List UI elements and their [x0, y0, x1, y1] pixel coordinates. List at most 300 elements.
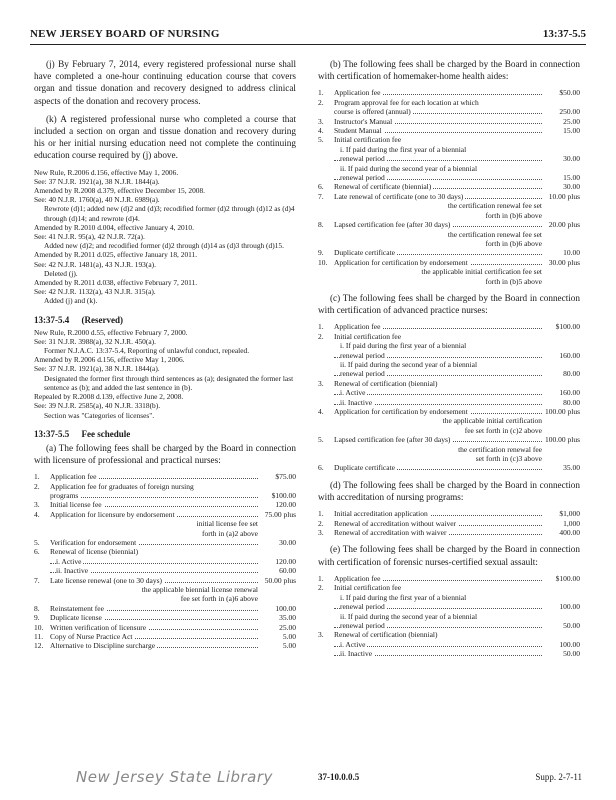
- fee-amount: $1,000: [559, 509, 580, 519]
- fee-number: 3.: [318, 528, 324, 538]
- fee-label: ii. Inactive: [340, 397, 373, 407]
- fee-number: 9.: [318, 248, 324, 258]
- fee-amount: 100.00: [559, 639, 580, 649]
- fee-number: 2.: [34, 481, 40, 491]
- fee-label-wrap: [334, 369, 542, 378]
- fee-row: [318, 630, 580, 639]
- fee-continuation: the applicable initial certification fee set: [421, 267, 542, 277]
- fee-label-wrap: [50, 547, 258, 556]
- fee-row: [34, 491, 296, 500]
- fee-label: renewal period: [340, 350, 385, 360]
- fee-label-wrap: [334, 398, 542, 407]
- fee-amount: 50.00 plus: [264, 575, 296, 585]
- fee-label: Renewal of certification (biennial): [334, 630, 438, 640]
- fee-number: [318, 341, 334, 350]
- history-line: See: 31 N.J.R. 3988(a), 32 N.J.R. 450(a).: [34, 336, 156, 346]
- fee-label: Application fee: [334, 573, 381, 583]
- fee-amount: 160.00: [559, 350, 580, 360]
- fee-label: ii. Inactive: [340, 649, 373, 659]
- fee-row: [34, 538, 296, 547]
- fee-label-wrap: [334, 164, 542, 173]
- fee-number: 5.: [318, 435, 324, 445]
- fee-number: [318, 164, 334, 173]
- fee-number: [318, 621, 334, 630]
- fee-label: renewal period: [340, 173, 385, 183]
- section-heading-5-5: [34, 429, 296, 439]
- fee-label: Initial certification fee: [334, 583, 402, 593]
- history-line: Rewrote (d)1; added new (d)2 and (d)3; recodified former (d)2 through (d)12 as (d)4 through (d)14; and rewrote (d)4.: [44, 204, 295, 223]
- fee-number: 6.: [318, 182, 324, 192]
- fee-label: Renewal of certificate (biennial): [334, 182, 432, 192]
- fee-amount: 10.00 plus: [548, 191, 580, 201]
- fee-row: [318, 154, 580, 163]
- fee-label-wrap: [334, 117, 542, 126]
- fee-row: [318, 407, 580, 416]
- fee-amount: 30.00 plus: [548, 257, 580, 267]
- history-line: Amended by R.2011 d.038, effective February 7, 2011.: [34, 278, 198, 288]
- fee-number: [34, 491, 50, 500]
- left-column: [34, 58, 296, 657]
- fee-amount: 75.00 plus: [264, 509, 296, 519]
- fee-label-wrap: [50, 632, 258, 641]
- paragraph-a: (a) The following fees shall be charged by the Board in connection with licensure of professional and practical nurses:: [34, 442, 296, 465]
- fee-continuation: forth in (b)6 above: [485, 210, 542, 220]
- fee-label-wrap: [334, 258, 542, 267]
- fee-label: Renewal of accreditation without waiver: [334, 518, 457, 528]
- fee-label-wrap: [334, 220, 542, 229]
- fee-number: [318, 388, 334, 397]
- fee-label-wrap: [50, 538, 258, 547]
- fee-row: [318, 88, 580, 97]
- fee-list-b: [318, 88, 580, 286]
- fee-label-wrap: [334, 640, 542, 649]
- fee-row: [318, 519, 580, 528]
- fee-label: Application for certification by endorsement: [334, 257, 468, 267]
- fee-label-wrap: [334, 388, 542, 397]
- fee-number: [318, 107, 334, 116]
- history-line: Section was "Categories of licenses".: [44, 410, 155, 420]
- page-number: 37-10.0.0.5: [318, 772, 360, 782]
- fee-label-wrap: [50, 491, 258, 500]
- fee-amount: [542, 164, 580, 173]
- fee-amount: 5.00: [282, 632, 296, 642]
- fee-row: [318, 258, 580, 267]
- fee-label: Written verification of licensure: [50, 622, 147, 632]
- fee-label-wrap: [50, 566, 258, 575]
- fee-row: [318, 98, 580, 107]
- fee-label: Late license renewal (one to 30 days): [50, 575, 163, 585]
- fee-continuation: the applicable initial certification: [442, 416, 542, 426]
- fee-label: Duplicate certificate: [334, 463, 396, 473]
- fee-amount: 15.00: [563, 173, 580, 183]
- dot-leader: [50, 497, 258, 498]
- history-line: Repealed by R.2008 d.139, effective June 2, 2008.: [34, 392, 184, 402]
- fee-number: 5.: [318, 135, 324, 145]
- fee-amount: 100.00 plus: [544, 435, 580, 445]
- fee-amount: $75.00: [275, 472, 296, 482]
- fee-number: [318, 154, 334, 163]
- fee-number: [318, 612, 334, 621]
- fee-label-wrap: [334, 192, 542, 201]
- fee-continuation: forth in (a)2 above: [201, 528, 258, 538]
- fee-number: 4.: [318, 126, 324, 136]
- fee-label-wrap: [334, 621, 542, 630]
- fee-amount: [258, 547, 296, 556]
- fee-label-wrap: [334, 182, 542, 191]
- fee-amount: [542, 593, 580, 602]
- fee-number: 2.: [318, 583, 324, 593]
- fee-number: 3.: [34, 500, 40, 510]
- history-line: See: 42 N.J.R. 1132(a), 43 N.J.R. 315(a).: [34, 287, 156, 297]
- history-line: See: 39 N.J.R. 2585(a), 40 N.J.R. 3318(b).: [34, 401, 161, 411]
- history-line: See: 40 N.J.R. 1760(a), 40 N.J.R. 6989(a).: [34, 195, 160, 205]
- fee-number: [318, 398, 334, 407]
- fee-list-e: [318, 574, 580, 659]
- fee-row: [318, 398, 580, 407]
- fee-row: [318, 145, 580, 154]
- fee-row: [318, 248, 580, 257]
- fee-label: i. If paid during the first year of a biennial: [340, 144, 467, 154]
- fee-number: 1.: [318, 322, 324, 332]
- history-line: Designated the former first through third sentences as (a); designated the former last sentence as (b); and added the last sentence in (b).: [44, 373, 294, 392]
- history-notes-5-4: [34, 328, 296, 420]
- fee-amount: 160.00: [559, 388, 580, 398]
- fee-label: renewal period: [340, 620, 385, 630]
- history-line: New Rule, R.2000 d.55, effective February 7, 2000.: [34, 327, 188, 337]
- fee-row: [34, 510, 296, 519]
- fee-amount: [542, 341, 580, 350]
- fee-number: 1.: [318, 88, 324, 98]
- fee-amount: 80.00: [563, 369, 580, 379]
- fee-row: [318, 435, 580, 444]
- fee-row: [34, 576, 296, 585]
- fee-label: Application fee for graduates of foreign nursing: [50, 481, 194, 491]
- header-section: 13:37-5.5: [542, 28, 586, 40]
- fee-label: i. Active: [340, 388, 366, 398]
- fee-amount: 30.00: [563, 154, 580, 164]
- fee-amount: 1,000: [563, 518, 580, 528]
- fee-number: 2.: [318, 97, 324, 107]
- fee-amount: [542, 630, 580, 639]
- fee-amount: $50.00: [559, 88, 580, 98]
- fee-row: [318, 322, 580, 331]
- fee-amount: 30.00: [279, 537, 296, 547]
- fee-label: Initial license fee: [50, 500, 102, 510]
- fee-row: [318, 379, 580, 388]
- fee-number: 3.: [318, 378, 324, 388]
- fee-label-wrap: [334, 379, 542, 388]
- fee-number: 1.: [318, 573, 324, 583]
- fee-label-wrap: [50, 623, 258, 632]
- fee-continuation: the certification renewal fee set: [447, 201, 542, 211]
- fee-number: [34, 566, 50, 575]
- fee-label-wrap: [334, 107, 542, 116]
- fee-amount: 15.00: [563, 126, 580, 136]
- fee-row: [34, 500, 296, 509]
- fee-number: [318, 602, 334, 611]
- paragraph-d: (d) The following fees shall be charged by the Board in connection with accreditation of nursing programs:: [318, 479, 580, 503]
- history-line: See: 41 N.J.R. 95(a), 42 N.J.R. 72(a).: [34, 232, 145, 242]
- fee-amount: [542, 145, 580, 154]
- fee-label-wrap: [50, 482, 258, 491]
- fee-number: 2.: [318, 518, 324, 528]
- fee-label: renewal period: [340, 369, 385, 379]
- history-line: New Rule, R.2006 d.156, effective May 1, 2006.: [34, 167, 179, 177]
- history-line: Amended by R.2008 d.379, effective December 15, 2008.: [34, 186, 206, 196]
- fee-continuation: the applicable biennial license renewal: [141, 584, 258, 594]
- fee-label: Program approval fee for each location at which: [334, 97, 479, 107]
- fee-row: [318, 583, 580, 592]
- fee-label-wrap: [334, 341, 542, 350]
- fee-label-wrap: [334, 602, 542, 611]
- fee-label-wrap: [50, 604, 258, 613]
- fee-label-wrap: [50, 576, 258, 585]
- fee-label-wrap: [50, 500, 258, 509]
- fee-number: 5.: [34, 537, 40, 547]
- fee-label: i. Active: [56, 556, 82, 566]
- fee-list-a: [34, 472, 296, 651]
- fee-label: ii. If paid during the second year of a biennial: [340, 611, 478, 621]
- fee-label-wrap: [50, 613, 258, 622]
- right-column: [318, 58, 580, 665]
- history-line: Added new (d)2; and recodified former (d)2 through (d)14 as (d)3 through (d)15.: [44, 241, 284, 251]
- fee-row: [318, 182, 580, 191]
- fee-label: Application fee: [334, 322, 381, 332]
- fee-label: Duplicate license: [50, 613, 102, 623]
- fee-number: 1.: [34, 472, 40, 482]
- fee-number: 4.: [34, 509, 40, 519]
- fee-row: [318, 612, 580, 621]
- fee-amount: 80.00: [563, 397, 580, 407]
- fee-label-wrap: [334, 88, 542, 97]
- history-line: Former N.J.A.C. 13:37-5.4, Reporting of unlawful conduct, repealed.: [44, 346, 250, 356]
- fee-number: [318, 369, 334, 378]
- fee-amount: 5.00: [282, 641, 296, 651]
- fee-amount: [542, 379, 580, 388]
- fee-amount: 60.00: [279, 566, 296, 576]
- paragraph-b: (b) The following fees shall be charged by the Board in connection with certification of homemaker-home health aides:: [318, 59, 580, 82]
- fee-amount: 35.00: [279, 613, 296, 623]
- fee-amount: 25.00: [279, 622, 296, 632]
- fee-label-wrap: [50, 510, 258, 519]
- fee-number: 7.: [318, 191, 324, 201]
- fee-number: 7.: [34, 575, 40, 585]
- fee-label: Application for certification by endorsement: [334, 407, 468, 416]
- fee-amount: 20.00 plus: [548, 220, 580, 230]
- fee-row: [318, 107, 580, 116]
- fee-number: [318, 649, 334, 658]
- fee-amount: 10.00: [563, 248, 580, 258]
- fee-amount: $100.00: [555, 322, 580, 332]
- fee-label: i. If paid during the first year of a biennial: [340, 341, 467, 351]
- fee-amount: 30.00: [563, 182, 580, 192]
- fee-number: 4.: [318, 407, 324, 416]
- fee-label-wrap: [334, 360, 542, 369]
- fee-continuation: the certification renewal fee: [458, 444, 542, 454]
- fee-label-wrap: [334, 351, 542, 360]
- fee-row: [34, 623, 296, 632]
- fee-number: 11.: [34, 632, 44, 642]
- fee-amount: 250.00: [559, 107, 580, 117]
- paragraph-k: (k) A registered professional nurse who completed a course that included a section on organ and tissue donation and recovery during his or her initial nursing education need not complete the continuing education course required by (j) above.: [34, 113, 296, 161]
- history-line: See: 37 N.J.R. 1921(a), 38 N.J.R. 1844(a).: [34, 176, 160, 186]
- fee-row: [34, 482, 296, 491]
- page-header: [30, 28, 586, 45]
- fee-row: [318, 341, 580, 350]
- fee-label: Lapsed certification fee (after 30 days): [334, 435, 451, 445]
- fee-label-wrap: [334, 519, 542, 528]
- fee-number: [318, 145, 334, 154]
- fee-label-wrap: [334, 528, 542, 537]
- fee-label-wrap: [334, 630, 542, 639]
- fee-row: [318, 332, 580, 341]
- fee-label-wrap: [334, 574, 542, 583]
- fee-row: [318, 351, 580, 360]
- section-heading-5-4: [34, 315, 296, 325]
- history-line: Deleted (j).: [44, 268, 78, 278]
- fee-row: [318, 574, 580, 583]
- fee-label-wrap: [50, 472, 258, 481]
- fee-row: [34, 557, 296, 566]
- fee-continuation: forth in (b)6 above: [485, 238, 542, 248]
- fee-number: 10.: [318, 257, 328, 267]
- fee-label: Renewal of license (biennial): [50, 547, 139, 557]
- fee-continuation: initial license fee set: [196, 519, 258, 529]
- fee-amount: 400.00: [559, 528, 580, 538]
- fee-label-wrap: [334, 248, 542, 257]
- fee-label-wrap: [334, 612, 542, 621]
- fee-label: ii. If paid during the second year of a biennial: [340, 163, 478, 173]
- fee-amount: 25.00: [563, 116, 580, 126]
- fee-list-d: [318, 509, 580, 537]
- fee-label: Initial certification fee: [334, 331, 402, 341]
- fee-amount: 120.00: [275, 500, 296, 510]
- fee-amount: 120.00: [275, 556, 296, 566]
- fee-label: Application fee: [50, 472, 97, 482]
- fee-label: Alternative to Discipline surcharge: [50, 641, 156, 651]
- fee-number: 8.: [34, 603, 40, 613]
- fee-number: [34, 557, 50, 566]
- fee-label: Renewal of accreditation with waiver: [334, 528, 447, 538]
- paragraph-j: (j) By February 7, 2014, every registered professional nurse shall have completed a one-hour continuing education course that covers organ and tissue donation and recovery designed to address clinical aspects of the donation and recovery process.: [34, 59, 296, 106]
- fee-continuation: forth in (b)5 above: [485, 276, 542, 286]
- fee-label-wrap: [50, 557, 258, 566]
- fee-label-wrap: [334, 154, 542, 163]
- fee-continuation: the certification renewal fee set: [447, 229, 542, 239]
- fee-row: [34, 566, 296, 575]
- fee-label: Application for licensure by endorsement: [50, 509, 175, 519]
- fee-row: [318, 220, 580, 229]
- fee-amount: 50.00: [563, 649, 580, 659]
- fee-number: 6.: [34, 547, 40, 557]
- fee-row: [318, 593, 580, 602]
- section-number: 13:37-5.4: [34, 314, 70, 325]
- fee-amount: [258, 482, 296, 491]
- fee-label: Lapsed certification fee (after 30 days): [334, 220, 451, 230]
- fee-label: Student Manual: [334, 126, 382, 136]
- fee-row: [318, 640, 580, 649]
- fee-row: [318, 621, 580, 630]
- fee-amount: $100.00: [271, 490, 296, 500]
- fee-continuation: fee set forth in (c)2 above: [464, 425, 542, 435]
- fee-label-wrap: [334, 463, 542, 472]
- fee-amount: 50.00: [563, 620, 580, 630]
- history-line: See: 37 N.J.R. 1921(a), 38 N.J.R. 1844(a).: [34, 364, 160, 374]
- fee-continuation: set forth in (c)3 above: [475, 454, 542, 464]
- fee-number: [318, 351, 334, 360]
- paragraph-c: (c) The following fees shall be charged by the Board in connection with certification of advanced practice nurses:: [318, 292, 580, 316]
- fee-label: ii. If paid during the second year of a biennial: [340, 359, 478, 369]
- fee-number: 2.: [318, 331, 324, 341]
- fee-number: 9.: [34, 613, 40, 623]
- fee-number: 3.: [318, 630, 324, 640]
- fee-number: 12.: [34, 641, 44, 651]
- section-number: 13:37-5.5: [34, 428, 70, 439]
- supplement-date: Supp. 2-7-11: [535, 772, 582, 782]
- fee-amount: 100.00: [559, 602, 580, 612]
- section-title: (Reserved): [81, 314, 123, 325]
- fee-row: [318, 388, 580, 397]
- fee-row: [318, 360, 580, 369]
- header-title: NEW JERSEY BOARD OF NURSING: [30, 28, 220, 40]
- fee-row: [34, 632, 296, 641]
- fee-row: [318, 164, 580, 173]
- fee-amount: [542, 583, 580, 592]
- fee-label: programs: [50, 490, 79, 500]
- fee-label-wrap: [334, 332, 542, 341]
- fee-number: [318, 593, 334, 602]
- history-line: Amended by R.2006 d.156, effective May 1, 2006.: [34, 355, 185, 365]
- fee-label: Instructor's Manual: [334, 116, 393, 126]
- fee-label: i. Active: [340, 639, 366, 649]
- fee-label-wrap: [334, 435, 542, 444]
- fee-label: Verification for endorsement: [50, 537, 137, 547]
- fee-label-wrap: [334, 509, 542, 518]
- fee-amount: [542, 612, 580, 621]
- history-line: Added (j) and (k).: [44, 296, 98, 306]
- fee-row: [318, 117, 580, 126]
- fee-amount: [542, 135, 580, 144]
- fee-label: Copy of Nurse Practice Act: [50, 632, 133, 642]
- fee-label-wrap: [334, 322, 542, 331]
- fee-continuation: fee set forth in (a)6 above: [180, 594, 258, 604]
- fee-amount: 35.00: [563, 463, 580, 473]
- fee-row: [318, 463, 580, 472]
- fee-amount: [542, 360, 580, 369]
- fee-amount: [542, 98, 580, 107]
- history-line: Amended by R.2011 d.025, effective January 18, 2011.: [34, 250, 198, 260]
- fee-label: Renewal of certification (biennial): [334, 378, 438, 388]
- fee-label-wrap: [334, 135, 542, 144]
- fee-number: 8.: [318, 220, 324, 230]
- fee-label: ii. Inactive: [56, 566, 89, 576]
- fee-number: 3.: [318, 116, 324, 126]
- fee-label-wrap: [334, 98, 542, 107]
- fee-label-wrap: [334, 583, 542, 592]
- history-line: See: 42 N.J.R. 1481(a), 43 N.J.R. 193(a).: [34, 259, 156, 269]
- fee-label-wrap: [334, 649, 542, 658]
- fee-label: course is offered (annual): [334, 107, 411, 117]
- fee-row: [34, 472, 296, 481]
- fee-label: renewal period: [340, 602, 385, 612]
- fee-label: renewal period: [340, 154, 385, 164]
- fee-label: Late renewal of certificate (one to 30 days): [334, 191, 464, 201]
- fee-number: 10.: [34, 622, 44, 632]
- fee-number: [318, 640, 334, 649]
- fee-label: Duplicate certificate: [334, 248, 396, 258]
- paragraph-e: (e) The following fees shall be charged by the Board in connection with certification of forensic nurses-certified sexual assault:: [318, 544, 580, 567]
- fee-row: [318, 135, 580, 144]
